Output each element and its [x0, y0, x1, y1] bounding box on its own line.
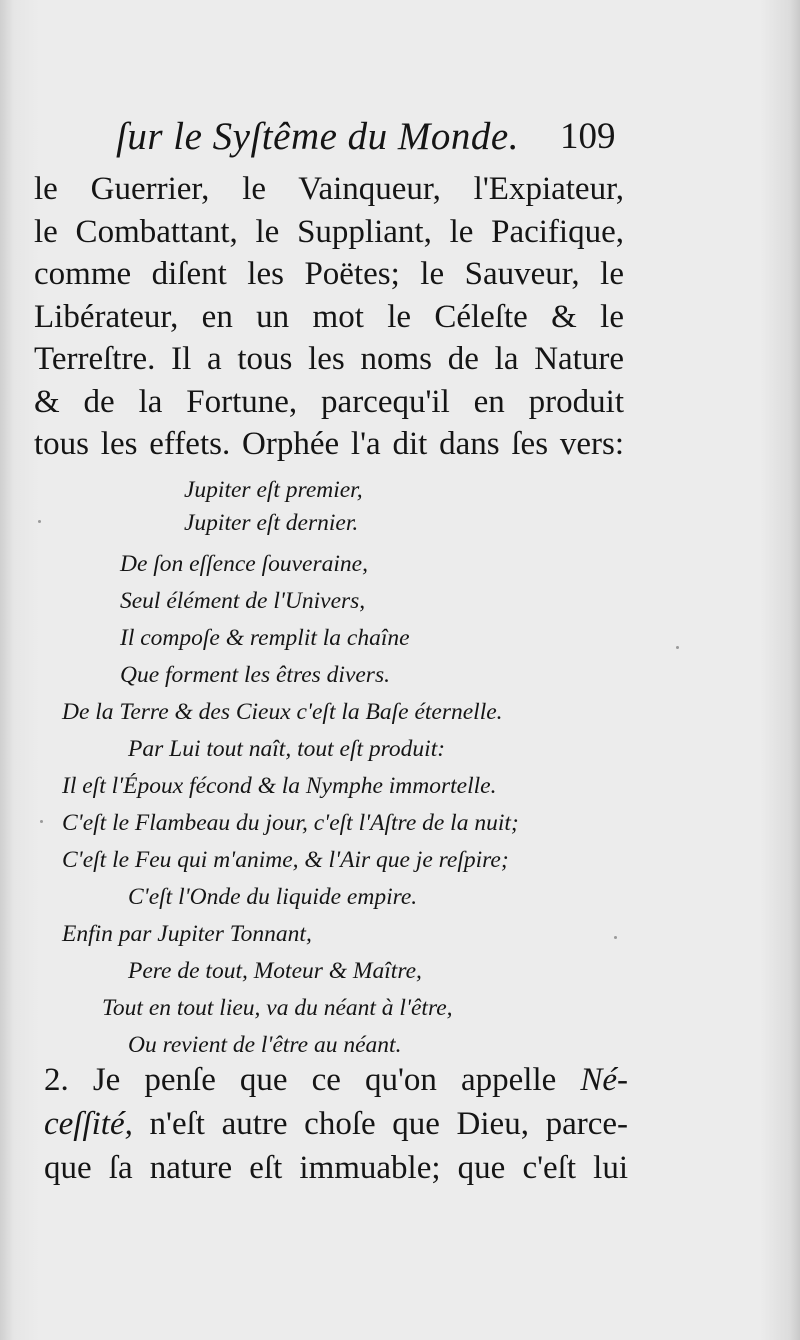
text-line [44, 1058, 628, 1102]
verse-line: Ou revient de l'être au néant. [128, 1032, 402, 1058]
paper-speck [614, 936, 617, 939]
text-line: comme diſent les Poëtes; le Sauveur, le [34, 256, 624, 292]
paragraph-1 [34, 168, 624, 466]
text-line [44, 1102, 628, 1146]
text-line: Terreſtre. Il a tous les noms de la Nature [34, 341, 624, 377]
running-head [0, 112, 800, 162]
section-number: 2. [44, 1062, 69, 1098]
paragraph-2 [44, 1058, 628, 1190]
text-line: Libérateur, en un mot le Céleſte & le [34, 298, 624, 335]
text-line: le Guerrier, le Vainqueur, l'Expiateur, [34, 171, 624, 207]
verse-line: Enfin par Jupiter Tonnant, [62, 921, 312, 947]
verse-line: Seul élément de l'Univers, [120, 588, 366, 614]
verse-line: C'eſt le Feu qui m'anime, & l'Air que je reſpire; [62, 847, 509, 873]
running-title: ſur le Syſtême du Monde. [116, 115, 519, 158]
italic-word: Né- [580, 1062, 629, 1098]
italic-word: ceſſité, [44, 1106, 133, 1142]
text-line: que ſa nature eſt immuable; que c'eſt lui [44, 1150, 628, 1186]
verse-line: Il eſt l'Époux fécond & la Nymphe immortelle. [62, 773, 497, 799]
verse-line: Jupiter eſt premier, [184, 477, 363, 503]
verse-line: Que forment les êtres divers. [120, 662, 390, 688]
text-span: Je penſe que ce qu'on appelle [92, 1062, 557, 1098]
paper-speck [38, 520, 41, 523]
verse-line: Jupiter eſt dernier. [184, 510, 359, 536]
text-line: tous les effets. Orphée l'a dit dans ſes vers: [34, 426, 624, 462]
verse-line: De ſon eſſence ſouveraine, [120, 551, 368, 577]
verse-line: C'eſt le Flambeau du jour, c'eſt l'Aſtre de la nuit; [62, 810, 519, 836]
paper-speck [40, 820, 43, 823]
text-line: le Combattant, le Suppliant, le Pacifique, [34, 213, 624, 250]
verse-line: C'eſt l'Onde du liquide empire. [128, 884, 418, 910]
verse-line: De la Terre & des Cieux c'eſt la Baſe éternelle. [62, 699, 503, 725]
verse-line: Par Lui tout naît, tout eſt produit: [128, 736, 446, 762]
verse-line: Il compoſe & remplit la chaîne [120, 625, 410, 651]
verse-line: Tout en tout lieu, va du néant à l'être, [102, 995, 453, 1021]
page-number: 109 [560, 116, 616, 157]
text-span: n'eſt autre choſe que Dieu, parce- [149, 1106, 628, 1142]
text-line: & de la Fortune, parcequ'il en produit [34, 383, 624, 420]
paper-speck [676, 646, 679, 649]
verse-line: Pere de tout, Moteur & Maître, [128, 958, 422, 984]
